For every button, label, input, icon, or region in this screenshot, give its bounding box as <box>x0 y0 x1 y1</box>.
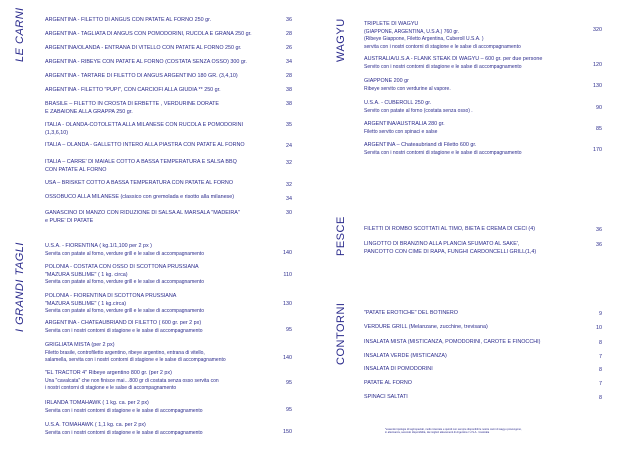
item-description: E ZABAIONE ALLA GRAPPA 250 gr. <box>45 108 133 115</box>
menu-item-contorni <box>364 339 540 347</box>
item-price: 140 <box>283 250 292 256</box>
menu-item-carni <box>45 59 247 67</box>
menu-item-carni <box>45 101 219 116</box>
item-price: 170 <box>593 147 602 153</box>
item-name: U.S.A. - CUBEROLL 250 gr. <box>364 100 432 106</box>
item-name: AUSTRALIA/U.S.A - FLANK STEAK DI WAGYU – 600 gr. per due persone <box>364 56 543 62</box>
menu-item-contorni <box>364 353 447 361</box>
item-price: 130 <box>283 301 292 307</box>
item-description: Servita con patate al forno, verdure grill e le salse di accompagnamento <box>45 279 204 286</box>
menu-item-carni <box>45 159 237 174</box>
menu-item-contorni <box>364 394 408 402</box>
section-title-wagyu: WAGYU <box>335 18 347 62</box>
menu-item-carni <box>45 87 221 95</box>
item-name: TRIPLETE DI WAGYU <box>364 21 419 27</box>
menu-item-wagyu <box>364 121 445 136</box>
item-name: "PATATE EROTICHE" DEL BOTINERO <box>364 310 458 316</box>
item-name: POLONIA - FIORENTINA DI SCOTTONA PRUSSIANA <box>45 293 177 299</box>
item-price: 36 <box>286 17 292 23</box>
item-name: U.S.A. - FIORENTINA ( kg.1/1,100 per 2 px ) <box>45 243 152 249</box>
item-price: 95 <box>286 407 292 413</box>
item-price: 36 <box>596 242 602 248</box>
item-description: Servito con i nostri contorni di stagione e le salse di accompagnamento <box>364 63 522 70</box>
item-description: e PURE' DI PATATE <box>45 217 94 224</box>
item-price: 85 <box>596 126 602 132</box>
item-price: 8 <box>599 340 602 346</box>
item-name: ITALIA – OLANDA - GALLETTO INTERO ALLA PIASTRA CON PATATE AL FORNO <box>45 142 245 148</box>
item-name: "EL TRACTOR 4" Ribeye argentino 800 gr. (per 2 px) <box>45 370 172 376</box>
menu-item-wagyu <box>364 21 521 51</box>
item-name: OSSOBUCO ALLA MILANESE (classico con gremolada e risotto alla milanese) <box>45 194 235 200</box>
item-description: (1,3,6,10) <box>45 129 69 136</box>
item-price: 7 <box>599 381 602 387</box>
item-description: Servita con i nostri contorni di stagione e le salse di accompagnamento <box>45 327 203 334</box>
menu-item-wagyu <box>364 142 522 157</box>
item-description: PANCOTTO CON CIME DI RAPA, FUNGHI CARDONCELLI GRILL(1,4) <box>364 248 537 255</box>
item-price: 34 <box>286 59 292 65</box>
item-name: ARGENTINA - CHATEAUBRIAND DI FILETTO ( 600 gr. per 2 px) <box>45 320 202 326</box>
item-price: 150 <box>283 429 292 435</box>
item-description: (Ribeye Giappone, Filetto Argentina, Cuberoll U.S.A. ) <box>364 36 484 43</box>
item-description: Servita con i nostri contorni di stagione e le salse di accompagnamento <box>364 149 522 156</box>
item-name: POLONIA - COSTATA CON OSSO DI SCOTTONA PRUSSIANA <box>45 264 199 270</box>
menu-item-grandi-tagli <box>45 342 226 365</box>
item-price: 110 <box>283 272 292 278</box>
item-description: Servito con patate al forno (costata senza osso) . <box>364 107 473 114</box>
item-name: ARGENTINA - TAGLIATA DI ANGUS CON POMODORINI, RUCOLA E GRANA 250 gr. <box>45 31 252 37</box>
footnote-line: in alternanza, secondo disponibilità, dai migliori allevamenti di Argentina / U.S.A. / Australia <box>385 431 490 435</box>
item-name: ARGENTINA/AUSTRALIA 280 gr. <box>364 121 445 127</box>
item-name: U.S.A. TOMAHAWK ( 1,1 kg. ca. per 2 px) <box>45 422 146 428</box>
item-description: salamella, servita con i nostri contorni di stagione e le salse di accompagnamento <box>45 357 226 364</box>
item-name: ITALIA - OLANDA-COTOLETTA ALLA MILANESE CON RUCOLA E POMODORINI <box>45 122 244 128</box>
menu-item-carni <box>45 142 245 150</box>
item-name: INSALATA MISTA (MISTICANZA, POMODORINI, CAROTE E FINOCCHI) <box>364 339 541 345</box>
item-price: 34 <box>286 196 292 202</box>
section-title-contorni: CONTORNI <box>335 302 347 365</box>
item-description: Servita con patate al forno, verdure grill e le salse di accompagnamento <box>45 250 204 257</box>
item-name: GRIGLIATA MISTA (per 2 px) <box>45 342 115 348</box>
item-name: INSALATA DI POMODORINI <box>364 366 433 372</box>
item-name: ARGENTINA/OLANDA - ENTRANA DI VITELLO CON PATATE AL FORNO 250 gr. <box>45 45 242 51</box>
menu-item-contorni <box>364 310 458 318</box>
item-price: 120 <box>593 62 602 68</box>
item-description: (GIAPPONE, ARGENTINA, U.S.A.) 760 gr. <box>364 28 460 35</box>
item-price: 9 <box>599 311 602 317</box>
section-title-grandi-tagli: I GRANDI TAGLI <box>14 242 26 332</box>
menu-item-grandi-tagli <box>45 400 203 415</box>
item-price: 36 <box>596 227 602 233</box>
item-description: Servita con i nostri contorni di stagione e le salse di accompagnamento <box>45 407 203 414</box>
item-description: Filetto servito con spinaci e salse <box>364 128 438 135</box>
item-price: 90 <box>596 105 602 111</box>
menu-item-grandi-tagli <box>45 320 203 335</box>
menu-item-pesce <box>364 241 536 256</box>
menu-item-carni <box>45 180 233 188</box>
item-name: ARGENTINA – Chateaubriand di Filetto 600 gr. <box>364 142 477 148</box>
item-price: 8 <box>599 395 602 401</box>
item-price: 95 <box>286 380 292 386</box>
item-price: 30 <box>286 210 292 216</box>
item-price: 32 <box>286 160 292 166</box>
item-name: USA – BRISKET COTTO A BASSA TEMPERATURA CON PATATE AL FORNO <box>45 180 234 186</box>
item-name: PATATE AL FORNO <box>364 380 412 386</box>
item-price: 10 <box>596 325 602 331</box>
menu-item-carni <box>45 210 240 225</box>
menu-item-grandi-tagli <box>45 293 204 316</box>
menu-item-contorni <box>364 366 433 374</box>
item-price: 35 <box>286 122 292 128</box>
item-price: 26 <box>286 45 292 51</box>
item-price: 140 <box>283 355 292 361</box>
item-price: 28 <box>286 73 292 79</box>
menu-item-grandi-tagli <box>45 243 204 258</box>
menu-item-carni <box>45 45 242 53</box>
menu-item-contorni <box>364 380 412 388</box>
section-title-pesce: PESCE <box>335 216 347 256</box>
item-price: 32 <box>286 182 292 188</box>
menu-item-grandi-tagli <box>45 422 203 437</box>
item-price: 130 <box>593 83 602 89</box>
menu-item-carni <box>45 122 243 137</box>
item-description: i nostri contorni di stagione e le salse di accompagnamento <box>45 385 177 392</box>
footnote <box>385 428 522 435</box>
item-price: 28 <box>286 31 292 37</box>
item-name: ARGENTINA - TARTARE DI FILETTO DI ANGUS ARGENTINO 180 GR. (3,4,10) <box>45 73 238 79</box>
menu-item-wagyu <box>364 78 451 93</box>
item-name: ARGENTINA - FILETTO "PUPI", CON CARCIOFI ALLA GIUDIA ** 250 gr. <box>45 87 221 93</box>
item-name: GANASCINO DI MANZO CON RIDUZIONE DI SALSA AL MARSALA "MADEIRA" <box>45 210 240 216</box>
item-description: Una "cavalcata" che non finisce mai…800 gr di costata senza osso servita con <box>45 377 219 384</box>
item-name: SPINACI SALTATI <box>364 394 408 400</box>
item-description: servita con i nostri contorni di stagione e le salse di accompagnamento <box>364 43 521 50</box>
menu-item-wagyu <box>364 56 542 71</box>
item-price: 38 <box>286 101 292 107</box>
item-price: 320 <box>593 27 602 33</box>
section-title-le-carni: LE CARNI <box>14 7 26 62</box>
menu-item-carni <box>45 194 234 202</box>
item-name: LINGOTTO DI BRANZINO ALLA PLANCIA SFUMATO AL SAKE', <box>364 241 520 247</box>
item-price: 24 <box>286 143 292 149</box>
item-price: 7 <box>599 354 602 360</box>
item-name: ITALIA – CARRE' DI MAIALE COTTO A BASSA TEMPERATURA E SALSA BBQ <box>45 159 237 165</box>
item-description: Servita con patate al forno, verdure grill e le salse di accompagnamento <box>45 308 204 315</box>
footnote-line: *essendo tipologie di tagli speciali, molto ricercate e quindi non sempre disponibili le nostre carni di wagyu provengono, <box>385 428 522 431</box>
item-name: GIAPPONE 200 gr <box>364 78 409 84</box>
menu-item-carni <box>45 73 238 81</box>
menu-item-wagyu <box>364 100 473 115</box>
item-name: VERDURE GRILL (Melanzane, zucchine, trevisana) <box>364 324 488 330</box>
item-name: INSALATA VERDE (MISTICANZA) <box>364 353 447 359</box>
item-description: Ribeye servito con verdurine al vapore. <box>364 85 451 92</box>
item-name: ARGENTINA - FILETTO DI ANGUS CON PATATE AL FORNO 250 gr. <box>45 17 212 23</box>
item-name: IRLANDA TOMAHAWK ( 1 kg. ca. per 2 px) <box>45 400 149 406</box>
item-description: "MAZURA SUBLIME" ( 1 kg.circa) <box>45 300 127 307</box>
item-name: BRASILE – FILETTO IN CROSTA DI ERBETTE , VERDURINE DORATE <box>45 101 220 107</box>
item-price: 38 <box>286 87 292 93</box>
menu-item-carni <box>45 31 252 39</box>
item-description: Servita con i nostri contorni di stagione e le salse di accompagnamento <box>45 429 203 436</box>
menu-item-grandi-tagli <box>45 370 219 393</box>
item-price: 95 <box>286 327 292 333</box>
item-price: 8 <box>599 367 602 373</box>
menu-item-contorni <box>364 324 488 332</box>
item-description: Filetto brasile, controfiletto argentino, ribeye argentino, entrana di vitello, <box>45 349 205 356</box>
menu-item-grandi-tagli <box>45 264 204 287</box>
item-name: ARGENTINA - RIBEYE CON PATATE AL FORNO (COSTATA SENZA OSSO) 300 gr. <box>45 59 247 65</box>
item-description: "MAZURA SUBLIME" ( 1 kg. circa) <box>45 271 128 278</box>
menu-item-carni <box>45 17 211 25</box>
item-name: FILETTI DI ROMBO SCOTTATI AL TIMO, BIETA E CREMA DI CECI (4) <box>364 226 536 232</box>
menu-item-pesce <box>364 226 535 234</box>
item-description: CON PATATE AL FORNO <box>45 166 107 173</box>
